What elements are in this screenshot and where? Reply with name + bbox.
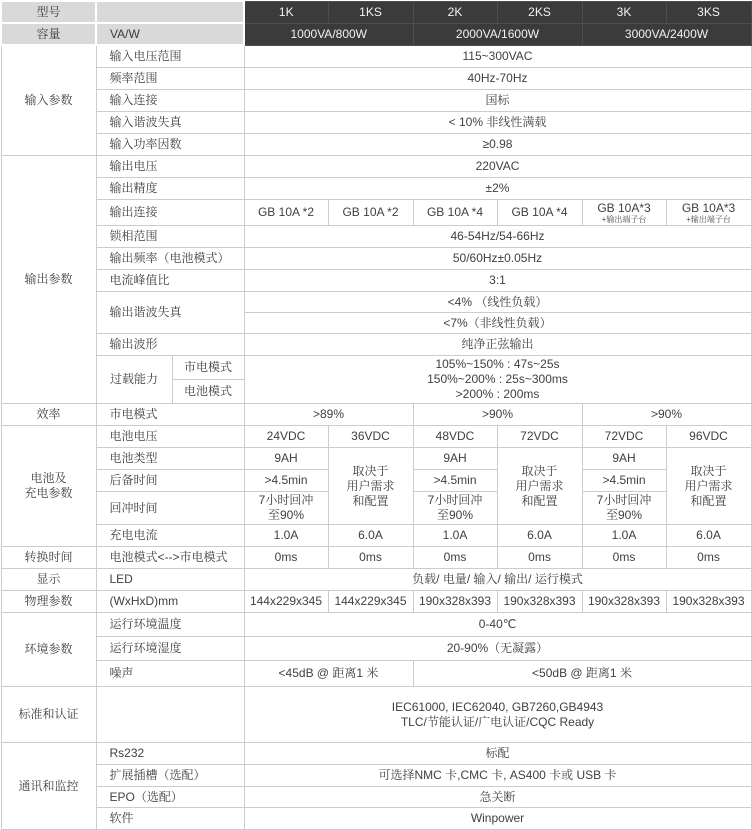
battery-type-cell-6: 取决于 用户需求 和配置 <box>666 448 751 525</box>
section-transfer-time: 转换时间 <box>1 547 96 569</box>
table-row-input-connection <box>1 89 751 111</box>
battery-voltage-cell-2: 24VDC <box>244 426 328 448</box>
input-power-factor-cell-0: 输入功率因数 <box>96 133 244 155</box>
section-display: 显示 <box>1 569 96 591</box>
output-connection-cell-0: 输出连接 <box>96 199 244 226</box>
physical-dimensions-cell-3: 144x229x345 <box>328 591 413 613</box>
battery-voltage-cell-4: 48VDC <box>413 426 497 448</box>
capacity-3k: 3000VA/2400W <box>582 23 751 45</box>
battery-voltage-cell-5: 72VDC <box>497 426 582 448</box>
table-row-display-led <box>1 569 751 591</box>
efficiency-cell-4: >90% <box>582 404 751 426</box>
model-header: 型号 <box>1 1 96 23</box>
output-voltage-cell-1: 输出电压 <box>96 155 244 177</box>
overload-mains-mode: 市电模式 <box>172 356 244 379</box>
section-physical: 物理参数 <box>1 591 96 613</box>
table-row-input-voltage-range <box>1 45 751 67</box>
section-standards: 标准和认证 <box>1 687 96 743</box>
output-frequency-battery-cell-0: 输出频率（电池模式） <box>96 248 244 270</box>
noise-cell-0: 噪声 <box>96 661 244 687</box>
battery-voltage-cell-6: 72VDC <box>582 426 666 448</box>
table-row-frequency-range <box>1 67 751 89</box>
software-cell-0: 软件 <box>96 808 244 830</box>
charge-current-cell-3: 1.0A <box>413 525 497 547</box>
software-cell-1: Winpower <box>244 808 751 830</box>
efficiency-cell-1: 市电模式 <box>96 404 244 426</box>
table-row-output-thd-linear <box>1 292 751 313</box>
operating-humidity-cell-1: 20-90%（无凝露） <box>244 637 751 661</box>
transfer-time-cell-1: 电池模式<-->市电模式 <box>96 547 244 569</box>
backup-time-cell-3: >4.5min <box>582 470 666 492</box>
input-voltage-range-cell-1: 输入电压范围 <box>96 45 244 67</box>
table-row-phase-lock-range <box>1 226 751 248</box>
backup-time-cell-0: 后备时间 <box>96 470 244 492</box>
recharge-time-cell-0: 回冲时间 <box>96 492 244 525</box>
charge-current-cell-4: 6.0A <box>497 525 582 547</box>
table-row-output-frequency-battery <box>1 248 751 270</box>
table-row-battery-voltage <box>1 426 751 448</box>
battery-type-cell-5: 9AH <box>582 448 666 470</box>
table-row-software <box>1 808 751 830</box>
table-row-output-accuracy <box>1 177 751 199</box>
section-communication: 通讯和监控 <box>1 743 96 830</box>
charge-current-cell-6: 6.0A <box>666 525 751 547</box>
table-row-input-thd <box>1 111 751 133</box>
physical-dimensions-cell-6: 190x328x393 <box>582 591 666 613</box>
section-output-params: 输出参数 <box>1 155 96 404</box>
table-row-expansion-slot <box>1 765 751 787</box>
transfer-time-cell-3: 0ms <box>328 547 413 569</box>
table-row-standards-certification <box>1 687 751 743</box>
phase-lock-range-cell-0: 锁相范围 <box>96 226 244 248</box>
model-2ks: 2KS <box>497 1 582 23</box>
output-connection-cell-4: GB 10A *4 <box>497 199 582 226</box>
battery-voltage-cell-1: 电池电压 <box>96 426 244 448</box>
input-thd-cell-1: < 10% 非线性满载 <box>244 111 751 133</box>
charge-current-cell-2: 6.0A <box>328 525 413 547</box>
recharge-time-cell-3: 7小时回冲 至90% <box>582 492 666 525</box>
table-row-overload-mains <box>1 356 751 379</box>
charge-current-cell-0: 充电电流 <box>96 525 244 547</box>
table-row-battery-type <box>1 448 751 470</box>
table-row-physical-dimensions <box>1 591 751 613</box>
table-row-noise <box>1 661 751 687</box>
epo-cell-1: 急关断 <box>244 787 751 808</box>
backup-time-cell-1: >4.5min <box>244 470 328 492</box>
standards-value: IEC61000, IEC62040, GB7260,GB4943 TLC/节能认证/广电认证/CQC Ready <box>244 687 751 743</box>
model-3k: 3K <box>582 1 666 23</box>
table-row-capacity-row <box>1 23 751 45</box>
operating-humidity-cell-0: 运行环境湿度 <box>96 637 244 661</box>
frequency-range-cell-0: 频率范围 <box>96 67 244 89</box>
physical-dimensions-cell-2: 144x229x345 <box>244 591 328 613</box>
output-connection-cell-5-sub: +输出端子台 <box>601 214 647 224</box>
efficiency-cell-2: >89% <box>244 404 413 426</box>
noise-cell-2: <50dB @ 距离1 米 <box>413 661 751 687</box>
capacity-1k: 1000VA/800W <box>244 23 413 45</box>
transfer-time-cell-5: 0ms <box>497 547 582 569</box>
battery-type-cell-4: 取决于 用户需求 和配置 <box>497 448 582 525</box>
physical-dimensions-cell-7: 190x328x393 <box>666 591 751 613</box>
display-led-cell-1: LED <box>96 569 244 591</box>
section-battery-charging: 电池及 充电参数 <box>1 426 96 547</box>
transfer-time-cell-7: 0ms <box>666 547 751 569</box>
output-voltage-cell-2: 220VAC <box>244 155 751 177</box>
recharge-time-cell-2: 7小时回冲 至90% <box>413 492 497 525</box>
output-connection-cell-6: GB 10A*3 +输出端子台 <box>666 199 751 226</box>
rs232-cell-1: Rs232 <box>96 743 244 765</box>
output-connection-cell-3: GB 10A *4 <box>413 199 497 226</box>
output-accuracy-cell-1: ±2% <box>244 177 751 199</box>
output-thd-label: 输出谐波失真 <box>96 292 244 334</box>
rs232-cell-2: 标配 <box>244 743 751 765</box>
model-header-spacer <box>96 1 244 23</box>
transfer-time-cell-4: 0ms <box>413 547 497 569</box>
input-voltage-range-cell-2: 115~300VAC <box>244 45 751 67</box>
current-crest-ratio-cell-1: 3:1 <box>244 270 751 292</box>
table-row-rs232 <box>1 743 751 765</box>
output-connection-cell-6-sub: +输出端子台 <box>686 214 731 224</box>
table-row-transfer-time <box>1 547 751 569</box>
input-connection-cell-0: 输入连接 <box>96 89 244 111</box>
output-accuracy-cell-0: 输出精度 <box>96 177 244 199</box>
spec-table-body <box>1 1 751 830</box>
overload-battery-mode: 电池模式 <box>172 379 244 404</box>
table-row-model-row <box>1 1 751 23</box>
output-frequency-battery-cell-1: 50/60Hz±0.05Hz <box>244 248 751 270</box>
output-thd-nonlinear-cell-0: <7%（非线性负载） <box>244 313 751 334</box>
operating-temperature-cell-1: 运行环境温度 <box>96 613 244 637</box>
frequency-range-cell-1: 40Hz-70Hz <box>244 67 751 89</box>
overload-value: 105%~150% : 47s~25s 150%~200% : 25s~300ms >200% : 200ms <box>244 356 751 404</box>
input-thd-cell-0: 输入谐波失真 <box>96 111 244 133</box>
physical-dimensions-cell-4: 190x328x393 <box>413 591 497 613</box>
model-2k: 2K <box>413 1 497 23</box>
table-row-operating-temperature <box>1 613 751 637</box>
output-waveform-cell-0: 输出波形 <box>96 334 244 356</box>
battery-type-cell-1: 9AH <box>244 448 328 470</box>
efficiency-cell-3: >90% <box>413 404 582 426</box>
battery-type-cell-0: 电池类型 <box>96 448 244 470</box>
output-waveform-cell-1: 纯净正弦输出 <box>244 334 751 356</box>
backup-time-cell-2: >4.5min <box>413 470 497 492</box>
section-efficiency: 效率 <box>1 404 96 426</box>
model-1k: 1K <box>244 1 328 23</box>
capacity-header: 容量 <box>1 23 96 45</box>
output-connection-cell-2: GB 10A *2 <box>328 199 413 226</box>
capacity-2k: 2000VA/1600W <box>413 23 582 45</box>
expansion-slot-cell-1: 可选择NMC 卡,CMC 卡, AS400 卡或 USB 卡 <box>244 765 751 787</box>
table-row-output-voltage <box>1 155 751 177</box>
battery-type-cell-3: 9AH <box>413 448 497 470</box>
battery-voltage-cell-7: 96VDC <box>666 426 751 448</box>
physical-dimensions-cell-5: 190x328x393 <box>497 591 582 613</box>
display-led-cell-2: 负载/ 电量/ 输入/ 输出/ 运行模式 <box>244 569 751 591</box>
physical-dimensions-cell-1: (WxHxD)mm <box>96 591 244 613</box>
overload-label: 过载能力 <box>96 356 172 404</box>
expansion-slot-cell-0: 扩展插槽（选配） <box>96 765 244 787</box>
section-input-params: 输入参数 <box>1 45 96 155</box>
battery-voltage-cell-3: 36VDC <box>328 426 413 448</box>
output-thd-linear-cell-1: <4% （线性负载） <box>244 292 751 313</box>
output-connection-cell-1: GB 10A *2 <box>244 199 328 226</box>
operating-temperature-cell-2: 0-40℃ <box>244 613 751 637</box>
phase-lock-range-cell-1: 46-54Hz/54-66Hz <box>244 226 751 248</box>
table-row-epo <box>1 787 751 808</box>
table-row-output-connection <box>1 199 751 226</box>
epo-cell-0: EPO（选配） <box>96 787 244 808</box>
transfer-time-cell-2: 0ms <box>244 547 328 569</box>
table-row-efficiency <box>1 404 751 426</box>
model-3ks: 3KS <box>666 1 751 23</box>
input-power-factor-cell-1: ≥0.98 <box>244 133 751 155</box>
charge-current-cell-1: 1.0A <box>244 525 328 547</box>
table-row-operating-humidity <box>1 637 751 661</box>
section-environment: 环境参数 <box>1 613 96 687</box>
capacity-unit-label: VA/W <box>96 23 244 45</box>
table-row-charge-current <box>1 525 751 547</box>
noise-cell-1: <45dB @ 距离1 米 <box>244 661 413 687</box>
input-connection-cell-1: 国标 <box>244 89 751 111</box>
battery-type-cell-2: 取决于 用户需求 和配置 <box>328 448 413 525</box>
table-row-input-power-factor <box>1 133 751 155</box>
transfer-time-cell-6: 0ms <box>582 547 666 569</box>
table-row-output-waveform <box>1 334 751 356</box>
standards-spacer <box>96 687 244 743</box>
table-row-current-crest-ratio <box>1 270 751 292</box>
current-crest-ratio-cell-0: 电流峰值比 <box>96 270 244 292</box>
recharge-time-cell-1: 7小时回冲 至90% <box>244 492 328 525</box>
output-connection-cell-5: GB 10A*3 +输出端子台 <box>582 199 666 226</box>
charge-current-cell-5: 1.0A <box>582 525 666 547</box>
model-1ks: 1KS <box>328 1 413 23</box>
